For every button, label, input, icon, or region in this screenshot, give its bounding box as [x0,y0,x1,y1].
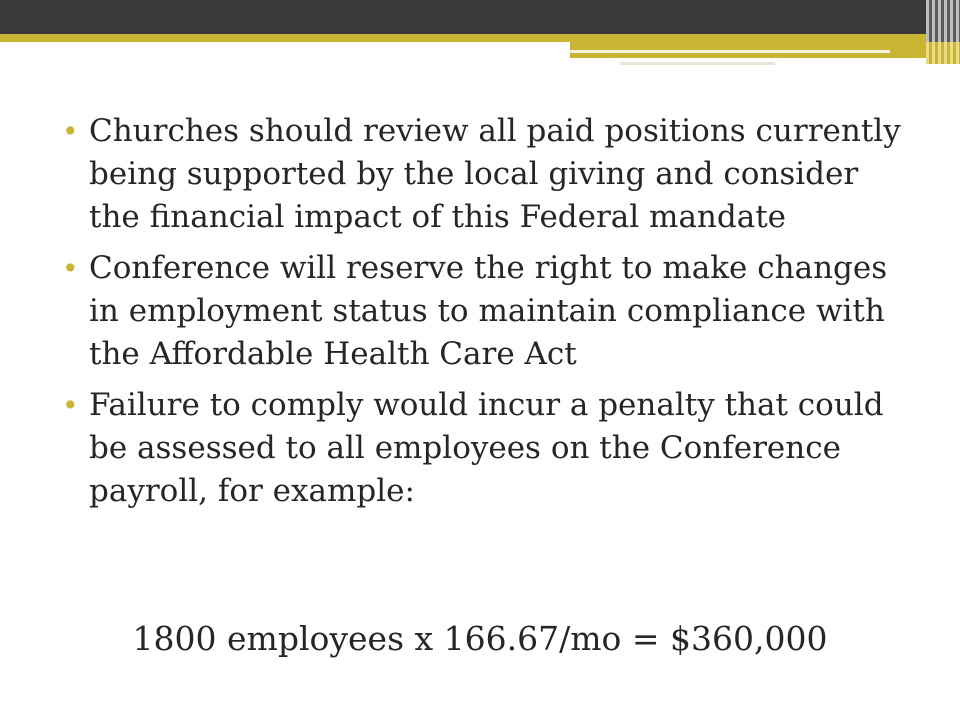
header-dark-bar [0,0,960,34]
bullet-text: Churches should review all paid positions currently being supported by the local giving and consider the financial impact of this Federal mandate [89,113,901,235]
header-highlight-line [620,62,775,65]
penalty-calculation: 1800 employees x 166.67/mo = $360,000 [132,619,828,658]
header-stripe-decoration [926,42,960,64]
bullet-item [62,384,912,513]
bullet-list [62,110,912,521]
bullet-icon: • [62,252,79,285]
header-highlight-line [570,50,890,53]
bullet-text: Conference will reserve the right to make changes in employment status to maintain compliance with the Affordable Health Care Act [89,250,888,372]
bullet-item [62,110,912,239]
bullet-text: Failure to comply would incur a penalty that could be assessed to all employees on the Conference payroll, for example: [89,387,884,509]
bullet-item [62,247,912,376]
bullet-icon: • [62,389,79,422]
bullet-icon: • [62,115,79,148]
header-gold-band [0,34,960,42]
